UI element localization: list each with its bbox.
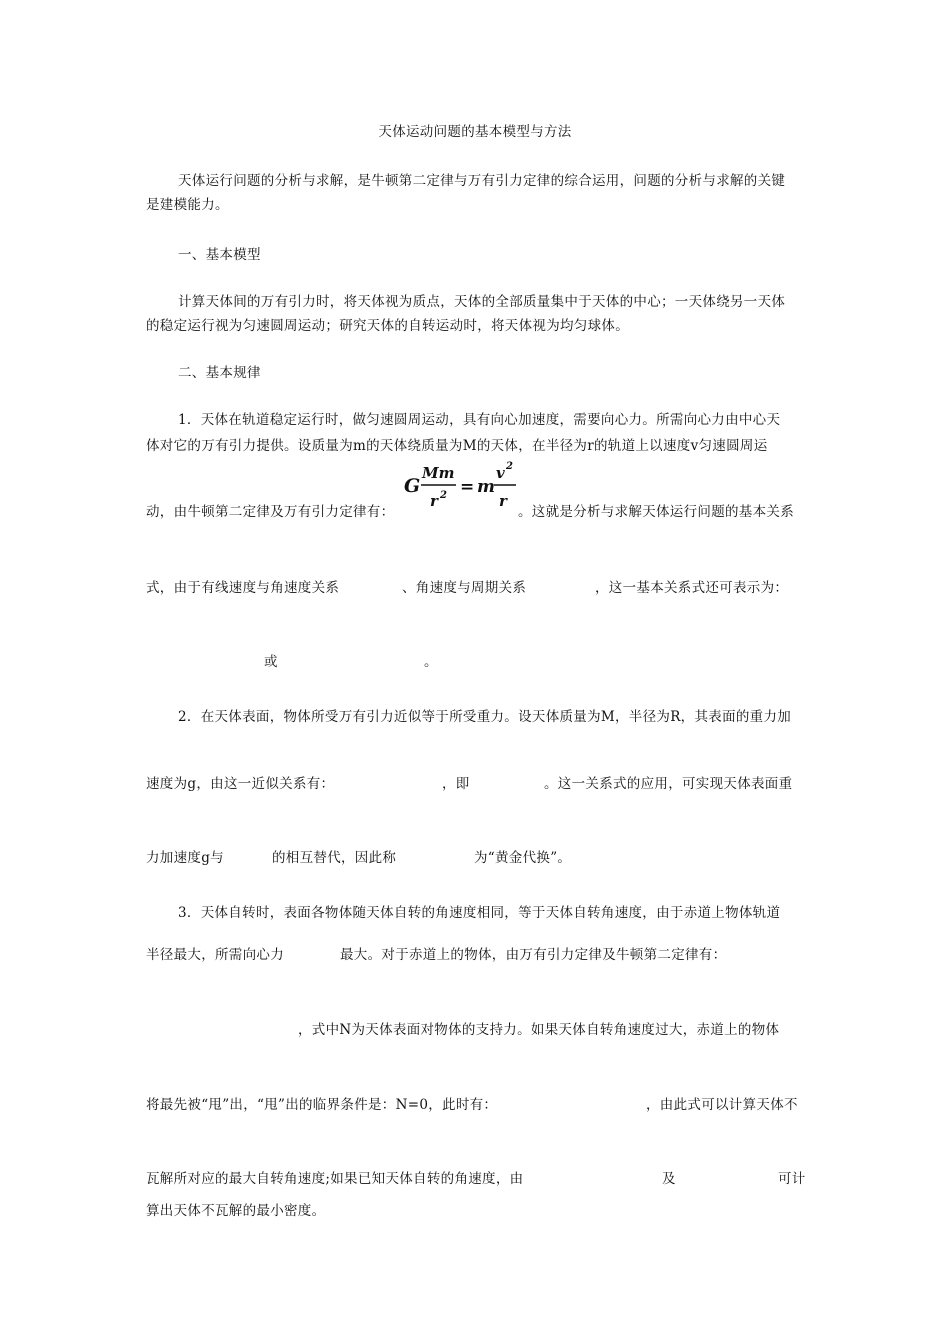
formula-v-base: v [496, 464, 505, 482]
rule3-line-3: ，式中N为天体表面对物体的支持力。如果天体自转角速度过大，赤道上的物体 [298, 1022, 780, 1038]
rule1-line-4b: 、角速度与周期关系 [402, 580, 527, 596]
rule1-line-4c: ，这一基本关系式还可表示为： [595, 580, 789, 596]
rule1-line-5b: 。 [424, 654, 438, 670]
rule3-line-5b: 及 [662, 1171, 676, 1187]
rule1-line-4a: 式，由于有线速度与角速度关系 [146, 580, 340, 596]
section1-line-2: 的稳定运行视为匀速圆周运动；研究天体的自转运动时，将天体视为均匀球体。 [146, 318, 629, 334]
section1-line-1: 计算天体间的万有引力时，将天体视为质点，天体的全部质量集中于天体的中心；一天体绕另一天体 [178, 294, 786, 310]
rule1-line-3b: 。这就是分析与求解天体运行问题的基本关系 [518, 504, 794, 520]
intro-line-1: 天体运行问题的分析与求解，是牛顿第二定律与万有引力定律的综合运用，问题的分析与求解的关键 [178, 173, 786, 189]
intro-line-2: 是建模能力。 [146, 197, 229, 213]
rule1-line-2: 体对它的万有引力提供。设质量为m的天体绕质量为M的天体，在半径为r的轨道上以速度v匀速圆周运 [146, 438, 768, 454]
rule3-line-5a: 瓦解所对应的最大自转角速度;如果已知天体自转的角速度，由 [146, 1171, 524, 1187]
formula-Mm: Mm [422, 464, 455, 482]
rule1-line-1: 1．天体在轨道稳定运行时，做匀速圆周运动，具有向心加速度，需要向心力。所需向心力由中心天 [178, 412, 781, 428]
rule2-line-2b: ，即 [442, 776, 470, 792]
rule2-line-3a: 力加速度g与 [146, 850, 224, 866]
formula-v-exp: 2 [506, 461, 513, 472]
formula-m: m [477, 477, 495, 497]
rule3-line-2b: 最大。对于赤道上的物体，由万有引力定律及牛顿第二定律有： [340, 947, 727, 963]
rule2-line-3b: 的相互替代，因此称 [272, 850, 397, 866]
document-title: 天体运动问题的基本模型与方法 [378, 124, 572, 140]
rule1-line-3a: 动，由牛顿第二定律及万有引力定律有： [146, 504, 395, 520]
rule2-line-1: 2．在天体表面，物体所受万有引力近似等于所受重力。设天体质量为M，半径为R，其表面的重力加 [178, 709, 792, 725]
rule2-line-2c: 。这一关系式的应用，可实现天体表面重 [544, 776, 793, 792]
formula-r-squared-exp: 2 [440, 490, 447, 501]
rule1-line-5a: 或 [264, 654, 278, 670]
section1-heading: 一、基本模型 [178, 247, 261, 263]
rule3-line-6: 算出天体不瓦解的最小密度。 [146, 1203, 326, 1219]
gravitation-formula [402, 458, 530, 516]
section2-heading: 二、基本规律 [178, 365, 261, 381]
formula-equals: = [460, 477, 475, 497]
formula-G: G [404, 475, 421, 497]
rule3-line-4b: ，由此式可以计算天体不 [646, 1097, 798, 1113]
rule3-line-2a: 半径最大，所需向心力 [146, 947, 284, 963]
rule3-line-4a: 将最先被“甩”出，“甩”出的临界条件是：N=0，此时有： [146, 1097, 498, 1113]
rule2-line-3c: 为“黄金代换”。 [474, 850, 572, 866]
rule3-line-5c: 可计 [778, 1171, 806, 1187]
formula-r-squared-base: r [430, 492, 438, 510]
rule2-line-2a: 速度为g，由这一近似关系有： [146, 776, 335, 792]
formula-r-denominator: r [499, 492, 507, 510]
rule3-line-1: 3．天体自转时，表面各物体随天体自转的角速度相同，等于天体自转角速度，由于赤道上物体轨道 [178, 905, 781, 921]
